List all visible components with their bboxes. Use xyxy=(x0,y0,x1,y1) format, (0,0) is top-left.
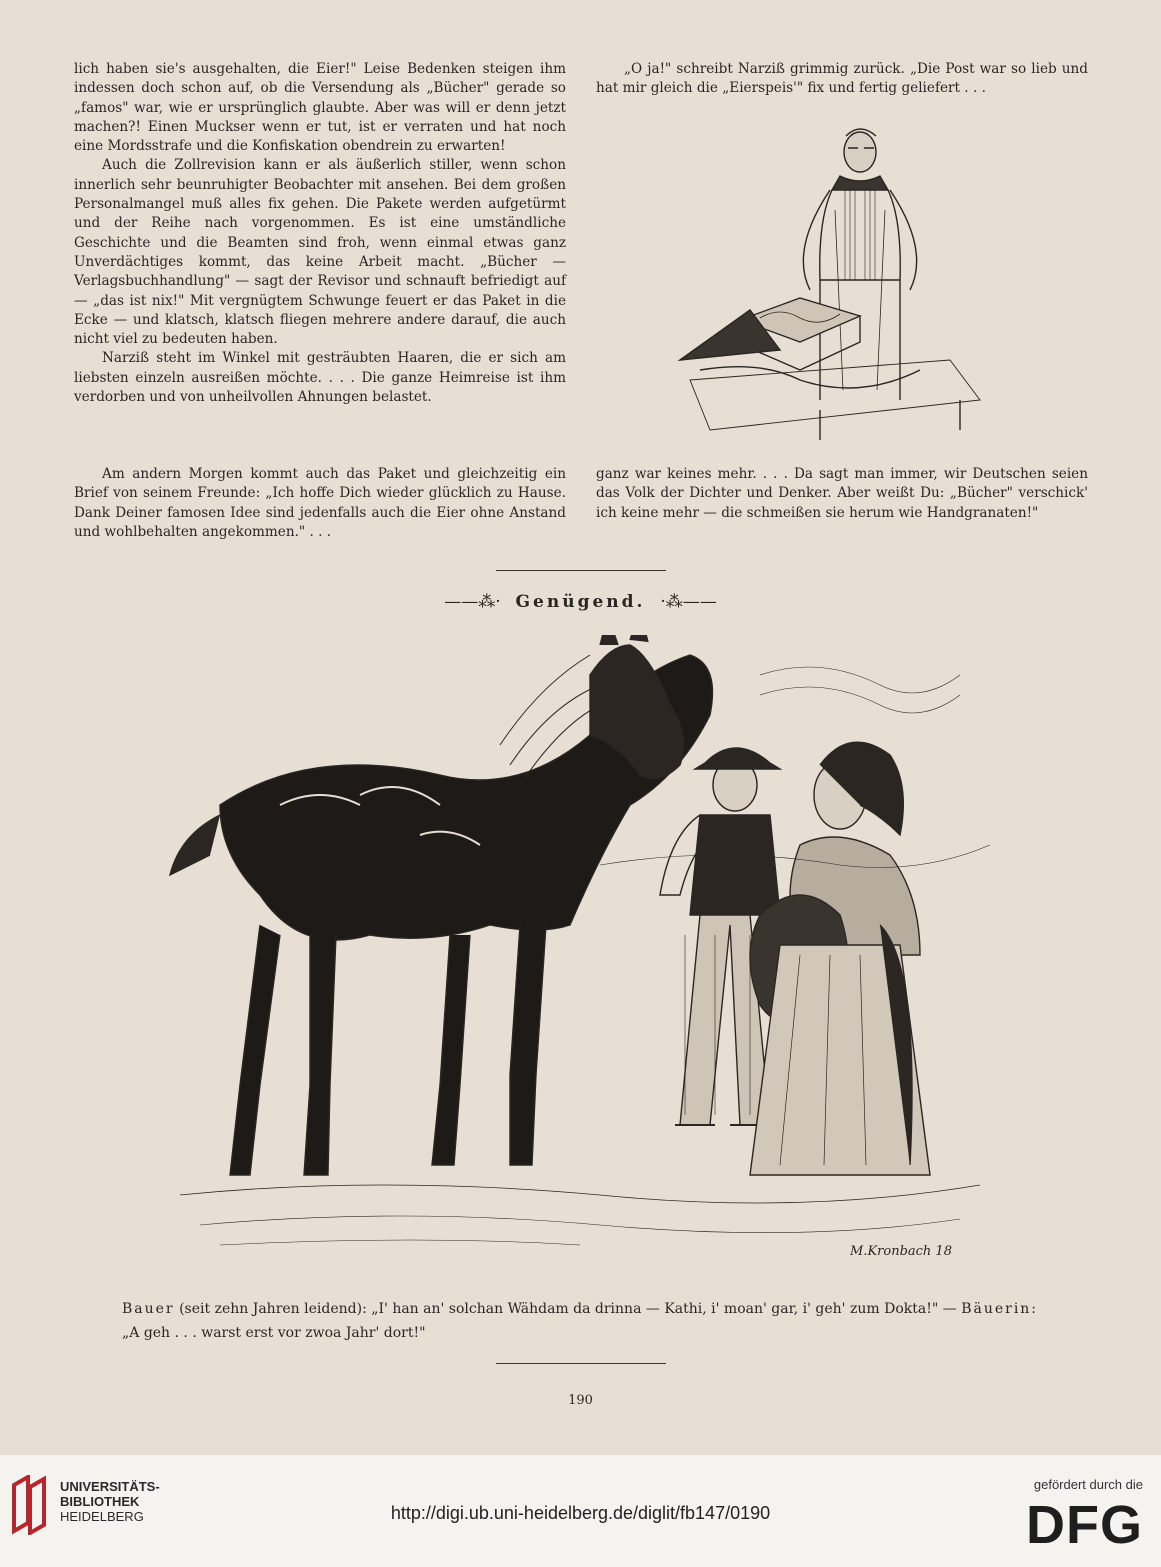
section-title xyxy=(0,592,1161,612)
library-name-line3: HEIDELBERG xyxy=(60,1509,144,1524)
library-name-line1: UNIVERSITÄTS- xyxy=(60,1479,160,1494)
caption-speaker-wife: Bäuerin: xyxy=(961,1301,1039,1317)
section-title-text: Genügend. xyxy=(515,592,646,612)
left-column xyxy=(74,60,566,407)
footer-bar xyxy=(0,1455,1161,1567)
caption-wife-line: „A geh . . . warst erst vor zwoa Jahr' dort!" xyxy=(122,1325,426,1341)
permalink-url[interactable]: http://digi.ub.uni-heidelberg.de/diglit/fb147/0190 xyxy=(390,1503,771,1523)
illustration-caption xyxy=(122,1297,1040,1345)
right-column-top xyxy=(596,60,1088,99)
illustration-signature: M.Kronbach 18 xyxy=(850,1244,952,1259)
caption-speaker-farmer: Bauer xyxy=(122,1301,175,1317)
paragraph-2: Auch die Zollrevision kann er als äußerlich stiller, wenn schon innerlich sehr beunruhigter Beobachter mit ansehen. Bei dem großen Personalmangel muß alles fix gehen. Die Pakete werden aufgetürmt und der Reihe nach vorgenommen. Es ist eine umständliche Geschichte und die Beamten sind froh, wenn einmal etwas ganz Unverdächtiges kommt, das keine Arbeit macht. „Bücher — Verlagsbuchhandlung" — sagt der Revisor und schnauft befriedigt auf — „das ist nix!" Mit vergnügtem Schwunge feuert er das Paket in die Ecke — und klatsch, klatsch fliegen mehrere andere darauf, die auch nicht viel zu bedeuten haben. xyxy=(74,157,566,348)
page-number: 190 xyxy=(568,1393,593,1408)
left-column-bottom xyxy=(74,465,566,542)
illustration-man-with-parcel xyxy=(660,120,1020,450)
library-name-line2: BIBLIOTHEK xyxy=(60,1494,140,1509)
paragraph-4: Am andern Morgen kommt auch das Paket und gleichzeitig ein Brief von seinem Freunde: „Ich hoffe Dich wieder glücklich zu Hause. Dank Deiner famosen Idee sind jedenfalls auch die Eier ohne Anstand und wohlbehalten angekommen." . . . xyxy=(74,466,566,540)
paragraph-letter-reply: „O ja!" schreibt Narziß grimmig zurück. „Die Post war so lieb und hat mir gleich die „Eierspeis'" fix und fertig geliefert . . . xyxy=(596,61,1088,97)
separator-rule-bottom xyxy=(496,1363,666,1364)
title-ornament-right: ·⁂—— xyxy=(660,592,717,612)
caption-farmer-line: (seit zehn Jahren leidend): „I' han an' solchan Wähdam da drinna — Kathi, i' moan' gar, i' geh' zum Dokta!" — xyxy=(174,1301,962,1317)
separator-rule-top xyxy=(496,570,666,571)
paragraph-3: Narziß steht im Winkel mit gesträubten Haaren, die er sich am liebsten einzeln ausreißen möchte. . . . Die ganze Heimreise ist ihm verdorben und von unheilvollen Ahnungen belastet. xyxy=(74,350,566,406)
paragraph-1: lich haben sie's ausgehalten, die Eier!" Leise Bedenken steigen ihm indessen doch schon auf, ob die Versendung als „Bücher" gerade so „famos" war, wie er ursprünglich glaubte. Aber was will er denn jetzt machen?! Einen Muckser wenn er tut, ist er verraten und hat noch eine Mordsstrafe und die Konfiskation obendrein zu erwarten! xyxy=(74,61,566,155)
title-ornament-left: ——⁂· xyxy=(444,592,501,612)
dfg-logo: DFG xyxy=(1026,1495,1143,1555)
right-column-bottom xyxy=(596,465,1088,523)
paragraph-letter-reply-continued: ganz war keines mehr. . . . Da sagt man immer, wir Deutschen seien das Volk der Dichter und Denker. Aber weißt Du: „Bücher" verschick' ich keine mehr — die schmeißen sie herum wie Handgranaten!" xyxy=(596,466,1088,521)
funded-by-label: gefördert durch die xyxy=(1033,1477,1143,1492)
illustration-horse-farmer-wife xyxy=(160,635,1000,1275)
